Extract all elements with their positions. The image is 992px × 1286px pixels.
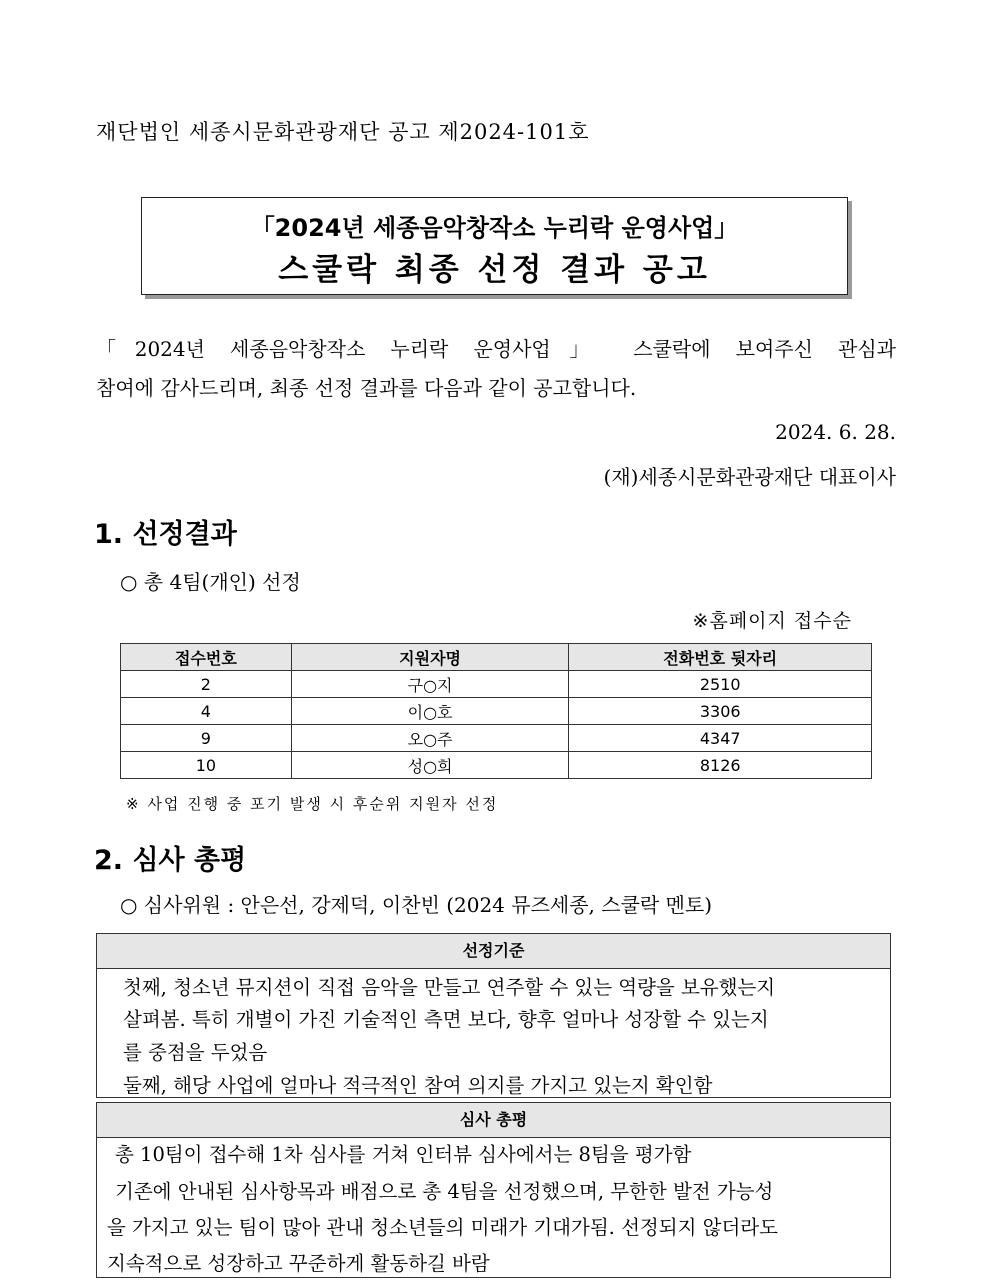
phone-digits-cell: 4347 bbox=[569, 725, 872, 752]
selection-count-bullet: ○ 총 4팀(개인) 선정 bbox=[120, 570, 301, 594]
header-receipt-no: 접수번호 bbox=[121, 644, 292, 671]
table-row bbox=[121, 671, 872, 698]
review-line: 총 10팀이 접수해 1차 심사를 거쳐 인터뷰 심사에서는 8팀을 평가함 bbox=[115, 1143, 692, 1166]
table-row bbox=[121, 752, 872, 779]
judges-bullet: ○ 심사위원 : 안은선, 강제덕, 이찬빈 (2024 뮤즈세종, 스쿨락 멘토) bbox=[120, 893, 713, 917]
criteria-line: 첫째, 청소년 뮤지션이 직접 음악을 만들고 연주할 수 있는 역량을 보유했는지 bbox=[123, 976, 776, 999]
applicant-name-cell: 성○희 bbox=[291, 752, 569, 779]
notice-date: 2024. 6. 28. bbox=[775, 420, 896, 444]
order-note: ※홈페이지 접수순 bbox=[692, 610, 852, 632]
applicant-name-cell: 구○지 bbox=[291, 671, 569, 698]
section-2-heading: 2. 심사 총평 bbox=[94, 845, 247, 876]
phone-digits-cell: 2510 bbox=[569, 671, 872, 698]
review-header: 심사 총평 bbox=[97, 1103, 890, 1138]
criteria-line: 살펴봄. 특히 개별이 가진 기술적인 측면 보다, 향후 얼마나 성장할 수 있는지 bbox=[123, 1008, 769, 1031]
receipt-no-cell: 4 bbox=[121, 698, 292, 725]
phone-digits-cell: 8126 bbox=[569, 752, 872, 779]
criteria-header: 선정기준 bbox=[97, 934, 890, 969]
applicant-name-cell: 오○주 bbox=[291, 725, 569, 752]
review-line: 지속적으로 성장하고 꾸준하게 활동하길 바람 bbox=[107, 1252, 490, 1275]
table-row bbox=[121, 725, 872, 752]
receipt-no-cell: 2 bbox=[121, 671, 292, 698]
table-header-row bbox=[121, 644, 872, 671]
title-box bbox=[141, 197, 848, 295]
header-phone-last-digits: 전화번호 뒷자리 bbox=[569, 644, 872, 671]
review-line: 을 가지고 있는 팀이 많아 관내 청소년들의 미래가 기대가됨. 선정되지 않더라도 bbox=[107, 1216, 778, 1239]
criteria-line: 를 중점을 두었음 bbox=[123, 1041, 268, 1064]
section-1-heading: 1. 선정결과 bbox=[94, 519, 237, 550]
title-line-1: 「2024년 세종음악창작소 누리락 운영사업」 bbox=[250, 214, 739, 242]
header-applicant-name: 지원자명 bbox=[291, 644, 569, 671]
review-line: 기존에 안내된 심사항목과 배점으로 총 4팀을 선정했으며, 무한한 발전 가능성 bbox=[115, 1180, 774, 1203]
criteria-line: 둘째, 해당 사업에 얼마나 적극적인 참여 의지를 가지고 있는지 확인함 bbox=[123, 1074, 713, 1097]
notice-number: 재단법인 세종시문화관광재단 공고 제2024-101호 bbox=[96, 120, 590, 144]
selection-result-table bbox=[120, 643, 872, 779]
table-row bbox=[121, 698, 872, 725]
receipt-no-cell: 9 bbox=[121, 725, 292, 752]
organization-signature: (재)세종시문화관광재단 대표이사 bbox=[603, 465, 896, 489]
phone-digits-cell: 3306 bbox=[569, 698, 872, 725]
selection-criteria-box bbox=[96, 933, 891, 1098]
intro-line-2: 참여에 감사드리며, 최종 선정 결과를 다음과 같이 공고합니다. bbox=[96, 376, 637, 400]
receipt-no-cell: 10 bbox=[121, 752, 292, 779]
title-line-2: 스쿨락 최종 선정 결과 공고 bbox=[278, 252, 711, 288]
withdrawal-footnote: ※ 사업 진행 중 포기 발생 시 후순위 지원자 선정 bbox=[126, 795, 499, 813]
intro-line-1: 「2024년 세종음악창작소 누리락 운영사업」 스쿨락에 보여주신 관심과 bbox=[96, 337, 896, 361]
review-summary-box bbox=[96, 1102, 891, 1278]
applicant-name-cell: 이○호 bbox=[291, 698, 569, 725]
